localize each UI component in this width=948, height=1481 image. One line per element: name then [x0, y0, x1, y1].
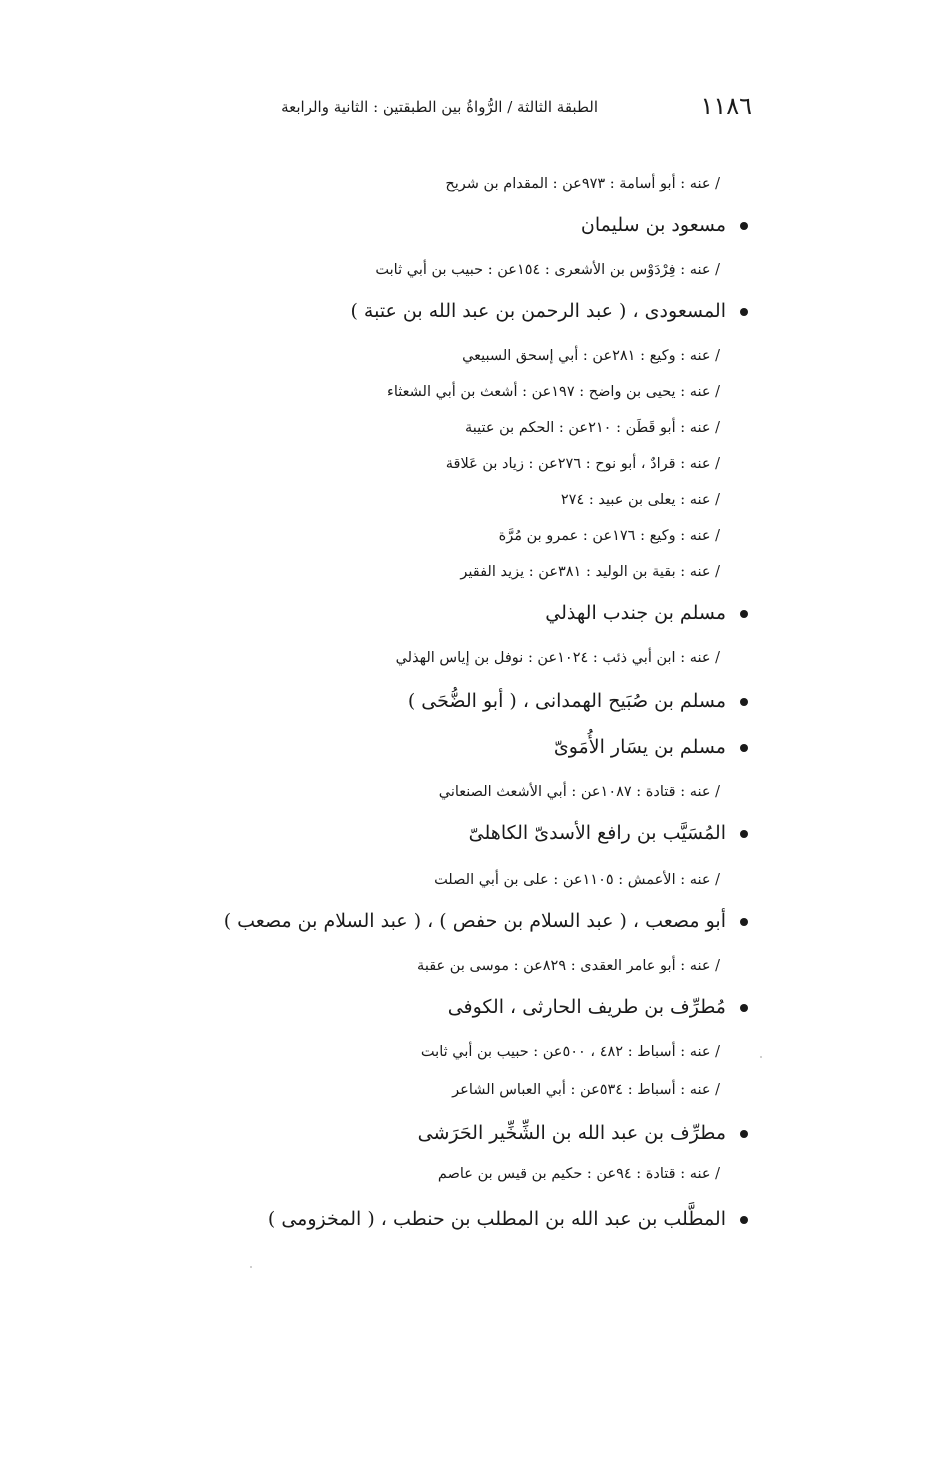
narration-line — [390, 564, 720, 580]
narrated-from: عن : الحكم بن عتيبة — [464, 420, 589, 436]
narrated-by: / عنه : قتادة : ٩٤ — [616, 1166, 720, 1182]
narrator-name: مُطرِّف بن طريف الحارثى ، الكوفى — [447, 996, 726, 1018]
scan-speck — [250, 1266, 252, 1268]
narrated-by: / عنه : أسباط : ٤٨٢ ، ٥٠٠ — [562, 1044, 720, 1060]
narration-line — [433, 784, 720, 800]
narrator-name: مسعود بن سليمان — [580, 214, 726, 236]
narrated-by: / عنه : فِرْدَوْس بن الأشعرى : ١٥٤ — [516, 262, 720, 278]
narration-line — [414, 176, 720, 192]
narrator-entry — [469, 822, 748, 844]
narration-line — [444, 348, 720, 364]
narrator-entry — [418, 1122, 748, 1144]
narrated-by: / عنه : يعلى بن عبيد : ٢٧٤ — [560, 492, 720, 508]
narrated-from: عن : أبي الأشعث الصنعاني — [438, 784, 601, 800]
narrated-by: / عنه : قتادة : ١٠٨٧ — [600, 784, 720, 800]
narrated-from: عن : المقدام بن شريح — [445, 176, 582, 192]
bullet-icon — [740, 1004, 748, 1012]
narration-line — [420, 420, 720, 436]
narrated-from: عن : على بن أبي الصلت — [434, 872, 583, 888]
narrator-name: المطَّلب بن عبد الله بن المطلب بن حنطب ، ( المخزومى ) — [267, 1208, 726, 1230]
bullet-icon — [740, 610, 748, 618]
narrated-by: / عنه : يحيى بن واضح : ١٩٧ — [551, 384, 720, 400]
narrated-by: / عنه : الأعمش : ١١٠٥ — [582, 872, 720, 888]
narrated-by: / عنه : وكيع : ٢٨١ — [612, 348, 720, 364]
narrated-by: / عنه : أبو عامر العقدى : ٨٢٩ — [542, 958, 720, 974]
page-header — [0, 92, 948, 122]
bullet-icon — [740, 830, 748, 838]
narrated-by: / عنه : أبو أسامة : ٩٧٣ — [581, 176, 720, 192]
narrator-entry — [448, 996, 748, 1018]
bullet-icon — [740, 222, 748, 230]
narrated-from: عن : أشعث بن أبي الشعثاء — [387, 384, 552, 400]
narrator-entry — [408, 690, 748, 712]
narrated-from: عن : عمرو بن مُرَّة — [498, 528, 613, 544]
narrator-entry — [554, 736, 748, 758]
narrated-by: / عنه : أبو قَطَن : ٢١٠ — [588, 420, 720, 436]
narrated-from: عن : حكيم بن قيس بن عاصم — [437, 1166, 617, 1182]
narrator-name: المسعودى ، ( عبد الرحمن بن عبد الله بن عتبة ) — [350, 300, 726, 322]
scan-speck — [760, 1056, 762, 1058]
narrator-entry — [350, 300, 748, 322]
narrator-name: المُسَيَّب بن رافع الأسدىّ الكاهلىّ — [468, 822, 726, 844]
narrator-name: مسلم بن جندب الهذلي — [545, 602, 726, 624]
bullet-icon — [740, 1130, 748, 1138]
page-number: ١١٨٦ — [700, 92, 752, 120]
narrated-from: عن : حبيب بن أبي ثابت — [375, 262, 517, 278]
bullet-icon — [740, 1216, 748, 1224]
narrator-entry — [224, 910, 748, 932]
bullet-icon — [740, 918, 748, 926]
narrated-from: عن : أبي العباس الشاعر — [452, 1082, 600, 1098]
narrator-name: مسلم بن يسَار الأُمَوىّ — [553, 736, 726, 758]
bullet-icon — [740, 744, 748, 752]
narrated-by: / عنه : ابن أبي ذئب : ١٠٢٤ — [557, 650, 720, 666]
narration-line — [390, 456, 720, 472]
narration-line — [389, 650, 720, 666]
bullet-icon — [740, 698, 748, 706]
narrated-from: عن : موسى بن عقبة — [417, 958, 543, 974]
narrated-by: / عنه : وكيع : ١٧٦ — [612, 528, 720, 544]
narrator-entry — [545, 602, 748, 624]
narrated-from: عن : أبي إسحق السبيعي — [462, 348, 613, 364]
narrator-entry — [268, 1208, 748, 1230]
narration-line — [375, 958, 720, 974]
narrated-by: / عنه : أسباط : ٥٣٤ — [599, 1082, 720, 1098]
narration-line — [444, 528, 720, 544]
narrated-by: / عنه : قرادٌ ، أبو نوح : ٢٧٦ — [557, 456, 720, 472]
narration-line — [415, 872, 720, 888]
narrated-by: / عنه : بقية بن الوليد : ٣٨١ — [557, 564, 720, 580]
narration-line — [383, 384, 720, 400]
narration-line — [393, 492, 720, 508]
narration-line — [394, 1044, 720, 1060]
narrator-name: مسلم بن صُبَيح الهمدانى ، ( أبو الضُّحَى ) — [407, 690, 726, 712]
narrated-from: عن : زياد بن عَلاقة — [445, 456, 558, 472]
narrator-entry — [581, 214, 748, 236]
running-title: الطبقة الثالثة / الرُّواةُ بين الطبقتين : الثانية والرابعة — [281, 98, 598, 116]
narration-line — [438, 1166, 720, 1182]
narrator-name: أبو مصعب ، ( عبد السلام بن حفص ) ، ( عبد السلام بن مصعب ) — [223, 910, 726, 932]
bullet-icon — [740, 308, 748, 316]
narration-line — [432, 1082, 720, 1098]
narration-line — [349, 262, 720, 278]
narrated-from: عن : حبيب بن أبي ثابت — [420, 1044, 563, 1060]
narrator-name: مطرِّف بن عبد الله بن الشِّخِّير الحَرَشى — [417, 1122, 726, 1144]
narrated-from: عن : يزيد الفقير — [460, 564, 558, 580]
narrated-from: عن : نوفل بن إياس الهذلي — [395, 650, 558, 666]
